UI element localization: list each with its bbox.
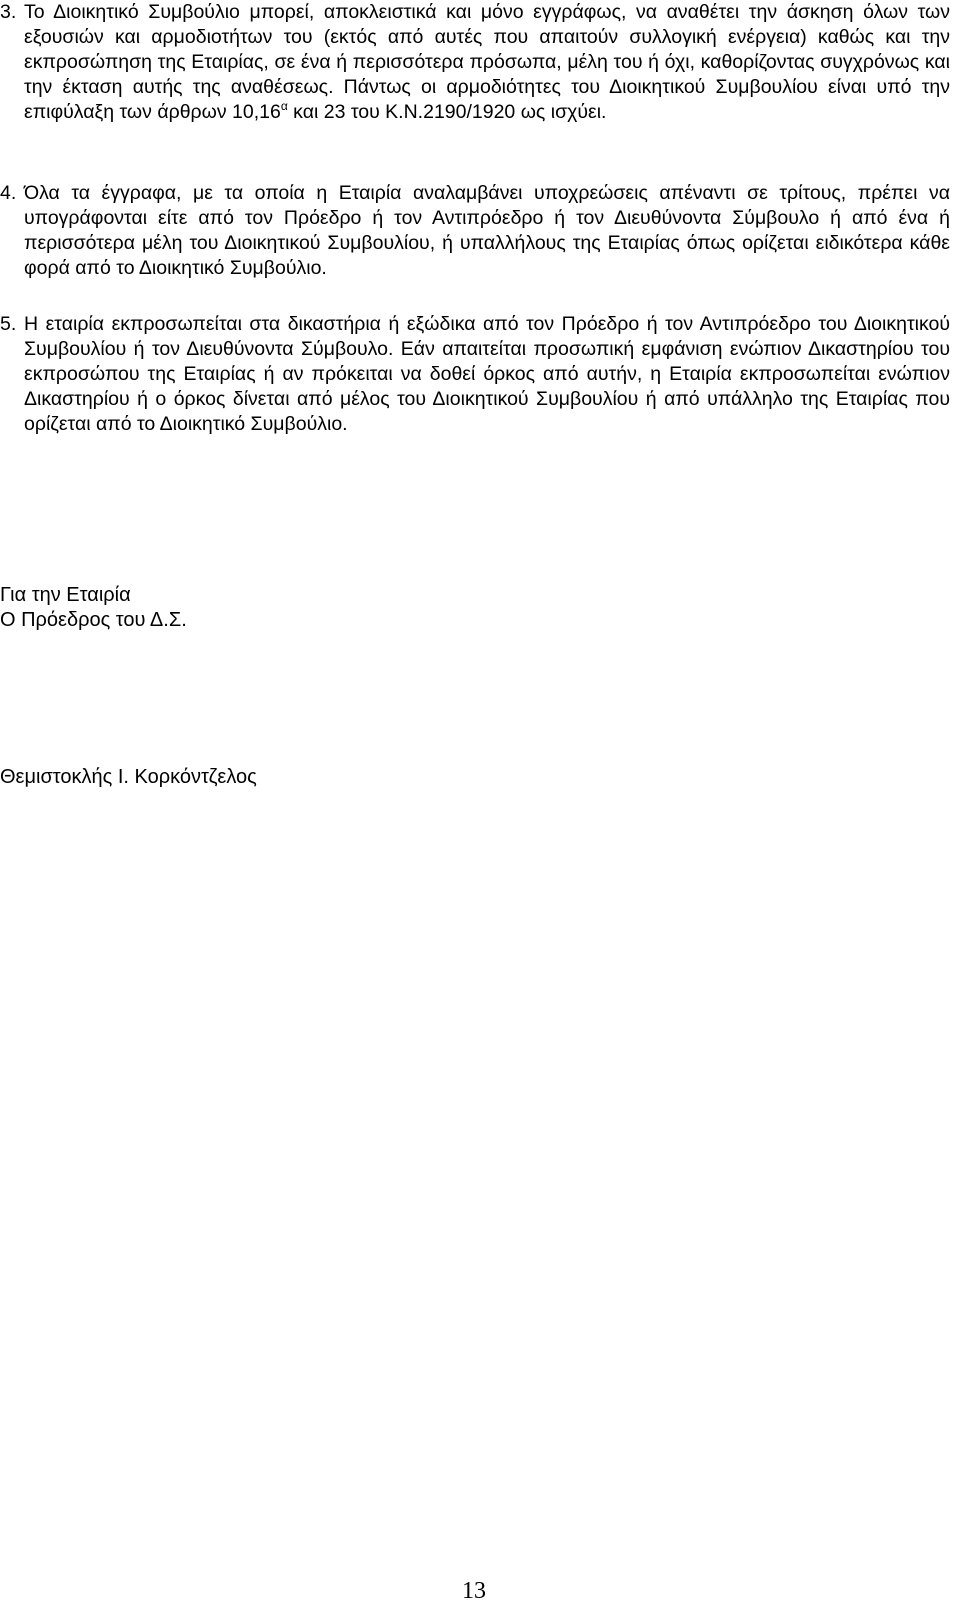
- paragraph-number: 3.: [0, 1, 17, 23]
- paragraph-4: [0, 181, 950, 281]
- signer-name: Θεμιστοκλής Ι. Κορκόντζελος: [0, 766, 257, 788]
- signoff-block: [0, 583, 187, 633]
- paragraph-number: 4.: [0, 182, 17, 204]
- paragraph-text-end: και 23 του Κ.Ν.2190/1920 ως ισχύει.: [287, 101, 607, 123]
- page-number: 13: [462, 1578, 486, 1604]
- paragraph-text: Όλα τα έγγραφα, με τα οποία η Εταιρία αναλαμβάνει υποχρεώσεις απέναντι σε τρίτους, πρέπει να υπογράφονται είτε από τον Πρόεδρο ή τον Αντιπρόεδρο ή τον Διευθύνοντα Σύμβουλο ή από ένα ή περισσότερα μέλη του Διοικητικού Συμβουλίου, ή υπαλλήλους της Εταιρίας όπως ορίζεται ειδικότερα κάθε φορά από το Διοικητικό Συμβούλιο.: [24, 182, 950, 279]
- paragraph-3: [0, 0, 950, 125]
- signoff-title-line: Ο Πρόεδρος του Δ.Σ.: [0, 609, 187, 631]
- paragraph-number: 5.: [0, 313, 17, 335]
- ordinal-superscript: α: [280, 99, 288, 113]
- paragraph-5: [0, 312, 950, 437]
- paragraph-text: Η εταιρία εκπροσωπείται στα δικαστήρια ή εξώδικα από τον Πρόεδρο ή τον Αντιπρόεδρο του Διοικητικού Συμβουλίου ή τον Διευθύνοντα Σύμβουλο. Εάν απαιτείται προσωπική εμφάνιση ενώπιον Δικαστηρίου του εκπροσώπου της Εταιρίας ή αν πρόκειται να δοθεί όρκος από αυτήν, η Εταιρία εκπροσωπείται ενώπιον Δικαστηρίου ή ο όρκος δίνεται από μέλος του Διοικητικού Συμβουλίου ή από υπάλληλο της Εταιρίας που ορίζεται από το Διοικητικό Συμβούλιο.: [24, 313, 950, 435]
- signoff-company-line: Για την Εταιρία: [0, 584, 131, 606]
- paragraph-text-main: Το Διοικητικό Συμβούλιο μπορεί, αποκλειστικά και μόνο εγγράφως, να αναθέτει την άσκηση όλων των εξουσιών και αρμοδιοτήτων του (εκτός από αυτές που απαιτούν συλλογική ενέργεια) καθώς και την εκπροσώπηση της Εταιρίας, σε ένα ή περισσότερα πρόσωπα, μέλη του ή όχι, καθορίζοντας συγχρόνως και την έκταση αυτής της αναθέσεως. Πάντως οι αρμοδιότητες του Διοικητικού Συμβουλίου είναι υπό την επιφύλαξη των άρθρων 10,16: [24, 1, 950, 123]
- paragraph-text: [24, 0, 950, 125]
